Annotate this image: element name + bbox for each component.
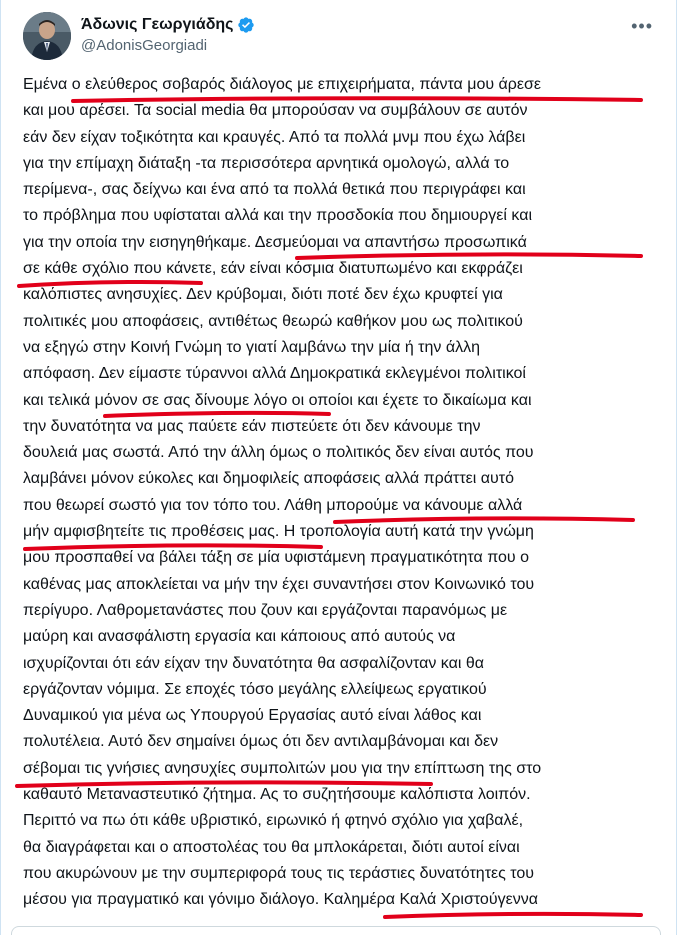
- tweet-line: μου προσπαθεί να βάλει τάξη σε μία υφιστάμενη πραγματικότητα που ο: [23, 549, 529, 567]
- tweet-line: λαμβάνει μόνον εύκολες και δημοφιλείς αποφάσεις αλλά πράττει αυτό: [23, 470, 514, 488]
- tweet-line: μέσου για πραγματικό και γόνιμο διάλογο. Καλημέρα Καλά Χριστούγεννα: [23, 891, 538, 909]
- embedded-media-card-edge: [11, 926, 661, 935]
- avatar-image: [23, 12, 71, 60]
- tweet-line: καθένας μας αποκλείεται να μήν την έχει συναντήσει στον Κοινωνικό του: [23, 575, 535, 593]
- tweet-line: για την επίμαχη διάταξη -τα περισσότερα αρνητικά ομολογώ, αλλά το: [23, 154, 510, 172]
- tweet-line: ισχυρίζονται ότι εάν είχαν την δυνατότητα θα ασφαλίζονταν και θα: [23, 654, 484, 672]
- tweet-line: Περιττό να πω ότι κάθε υβριστικό, ειρωνικό ή φτηνό σχόλιο για χαβαλέ,: [23, 812, 524, 830]
- tweet-line: που θεωρεί σωστό για τον τόπο του. Λάθη μπορούμε να κάνουμε αλλά: [23, 496, 523, 514]
- tweet-line: μαύρη και ανασφάλιστη εργασία και κάποιους από αυτούς να: [23, 628, 456, 646]
- red-underline-8: [385, 914, 641, 917]
- tweet-line: και τελικά μόνον σε σας δίνουμε λόγο οι οποίοι και έχετε το δικαίωμα και: [23, 391, 532, 409]
- tweet-line: καθαυτό Μεταναστευτικό ζήτημα. Ας το συζητήσουμε καλόπιστα λοιπόν.: [23, 786, 531, 804]
- tweet-line: απόφαση. Δεν είμαστε τύραννοι αλλά Δημοκρατικά εκλεγμένοι πολιτικοί: [23, 365, 526, 383]
- tweet-line: μήν αμφισβητείτε τις προθέσεις μας. Η τροπολογία αυτή κατά την γνώμη: [23, 523, 534, 541]
- tweet-line: περίμενα-, σας δείχνω και ένα από τα πολλά θετικά που περιγράφει και: [23, 181, 526, 199]
- tweet-line: περίγυρο. Λαθρομετανάστες που ζουν και εργάζονται παρανόμως με: [23, 601, 508, 619]
- tweet-line: καλόπιστες ανησυχίες. Δεν κρύβομαι, διότι ποτέ δεν έχω κρυφτεί για: [23, 286, 503, 304]
- tweet-line: και μου αρέσει. Τα social media θα μπορούσαν να συμβάλουν σε αυτόν: [23, 102, 528, 120]
- tweet-line: σε κάθε σχόλιο που κάνετε, εάν είναι κόσμια διατυπωμένο και εκφράζει: [23, 260, 523, 278]
- tweet-line: εάν δεν είχαν τοξικότητα και κραυγές. Από τα πολλά μνμ που έχω λάβει: [23, 128, 526, 146]
- tweet-line: πολιτικές μου αποφάσεις, αντιθέτως θεωρώ καθήκον μου ως πολιτικού: [23, 312, 523, 330]
- tweet-line: σέβομαι τις γνήσιες ανησυχίες συμπολιτών μου για την επίπτωση της στο: [23, 759, 542, 777]
- verified-badge-icon: [237, 16, 255, 34]
- tweet-line: την δυνατότητα να μας παύετε εάν πιστεύετε ότι δεν κάνουμε την: [23, 417, 481, 435]
- tweet-line: εργάζονταν νόμιμα. Σε εποχές τόσο μεγάλης ελλείψεως εργατικού: [23, 680, 487, 698]
- tweet-line: θα διαγράφεται και ο αποστολέας του θα μπλοκάρεται, διότι αυτοί είναι: [23, 838, 520, 856]
- tweet-line: δουλειά μας σωστά. Από την άλλη όμως ο πολιτικός δεν είναι αυτός που: [23, 444, 534, 462]
- tweet-line: που ακυρώνουν με την συμπεριφορά τους τις τεράστιες δυνατότητες του: [23, 864, 535, 882]
- tweet-header: [23, 12, 657, 64]
- tweet-line: για την οποία την εισηγηθήκαμε. Δεσμεύομαι να απαντήσω προσωπικά: [23, 233, 527, 251]
- author-block[interactable]: [81, 16, 255, 54]
- tweet-text: [23, 72, 663, 914]
- tweet-line: πολυτέλεια. Αυτό δεν σημαίνει όμως ότι δεν αντιλαμβάνομαι και δεν: [23, 733, 499, 751]
- author-handle[interactable]: @AdonisGeorgiadi: [81, 37, 208, 54]
- tweet-line: Εμένα ο ελεύθερος σοβαρός διάλογος με επιχειρήματα, πάντα μου άρεσε: [23, 76, 542, 93]
- author-display-name[interactable]: Άδωνις Γεωργιάδης: [81, 16, 234, 33]
- tweet-line: Δυναμικού για μένα ως Υπουργού Εργασίας αυτό είναι λάθος και: [23, 707, 482, 725]
- more-horizontal-icon[interactable]: •••: [631, 16, 653, 36]
- avatar[interactable]: [23, 12, 71, 60]
- tweet-line: το πρόβλημα που υφίσταται αλλά και την προσδοκία που δημιουργεί και: [23, 207, 533, 225]
- tweet-line: να εξηγώ στην Κοινή Γνώμη το γιατί λαμβάνω την μία ή την άλλη: [23, 338, 480, 356]
- display-name-row: [81, 16, 255, 34]
